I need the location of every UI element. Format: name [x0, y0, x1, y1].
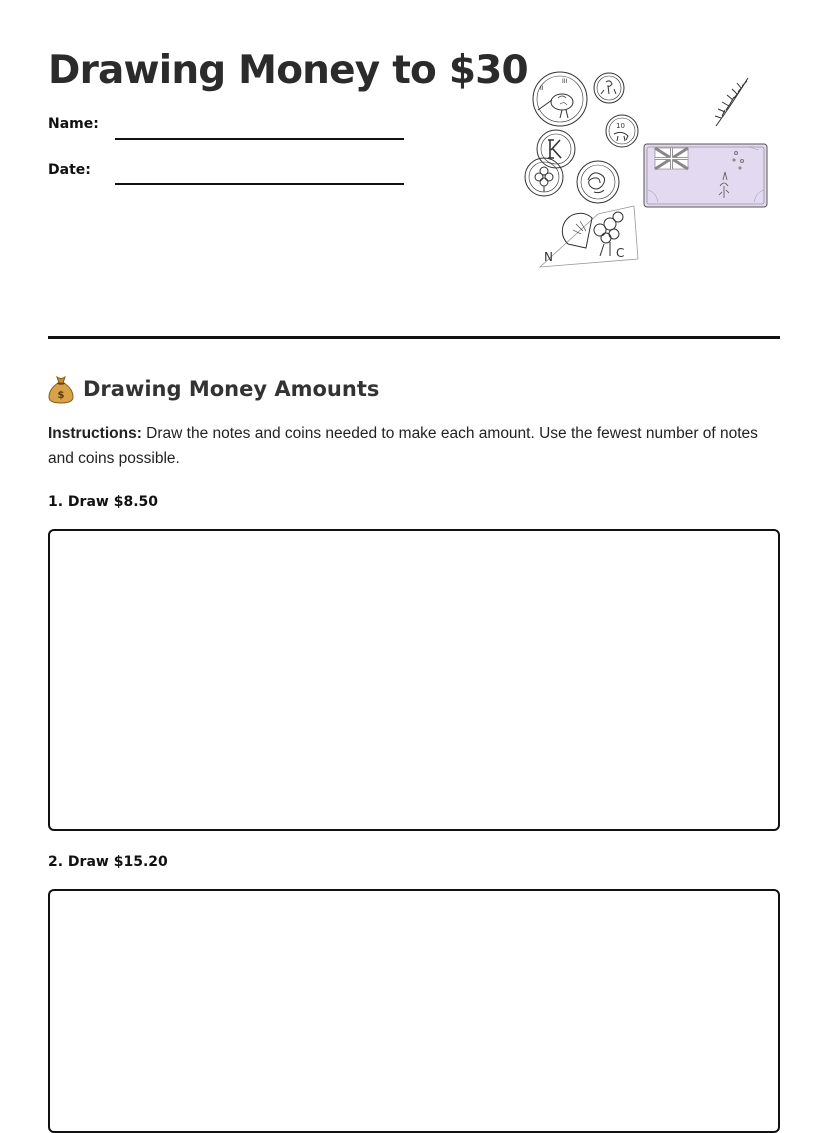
section-title: Drawing Money Amounts — [83, 377, 380, 401]
svg-text:II: II — [540, 85, 544, 92]
section-heading — [48, 372, 379, 406]
section-divider — [48, 336, 780, 339]
swirl-coin-icon — [577, 161, 619, 203]
svg-text:III: III — [562, 78, 568, 85]
fern-leaf-icon — [715, 78, 748, 126]
money-bag-icon — [48, 374, 74, 404]
instructions-label: Instructions: — [48, 425, 142, 442]
svg-text:10: 10 — [616, 122, 625, 130]
corner-letter-n: N — [544, 250, 553, 264]
worksheet-title: Drawing Money to $30 — [48, 48, 528, 93]
money-illustration — [518, 64, 780, 274]
instructions-text: Draw the notes and coins needed to make each amount. Use the fewest number of notes and coins possible. — [48, 425, 758, 467]
name-label: Name: — [48, 116, 99, 132]
small-coin-icon — [594, 73, 624, 103]
date-answer-line[interactable] — [115, 183, 404, 185]
question-2-drawing-box[interactable] — [48, 889, 780, 1133]
ten-cent-coin-icon — [606, 115, 638, 147]
question-1-drawing-box[interactable] — [48, 529, 780, 831]
date-label: Date: — [48, 162, 91, 178]
instructions — [48, 421, 783, 471]
name-answer-line[interactable] — [115, 138, 404, 140]
question-2-label: 2. Draw $15.20 — [48, 854, 168, 870]
question-1-label: 1. Draw $8.50 — [48, 494, 158, 510]
svg-text:$: $ — [57, 390, 65, 401]
corner-letter-c: C — [616, 246, 625, 260]
banknote-icon — [644, 144, 767, 207]
kiwi-coin-icon — [533, 72, 587, 126]
